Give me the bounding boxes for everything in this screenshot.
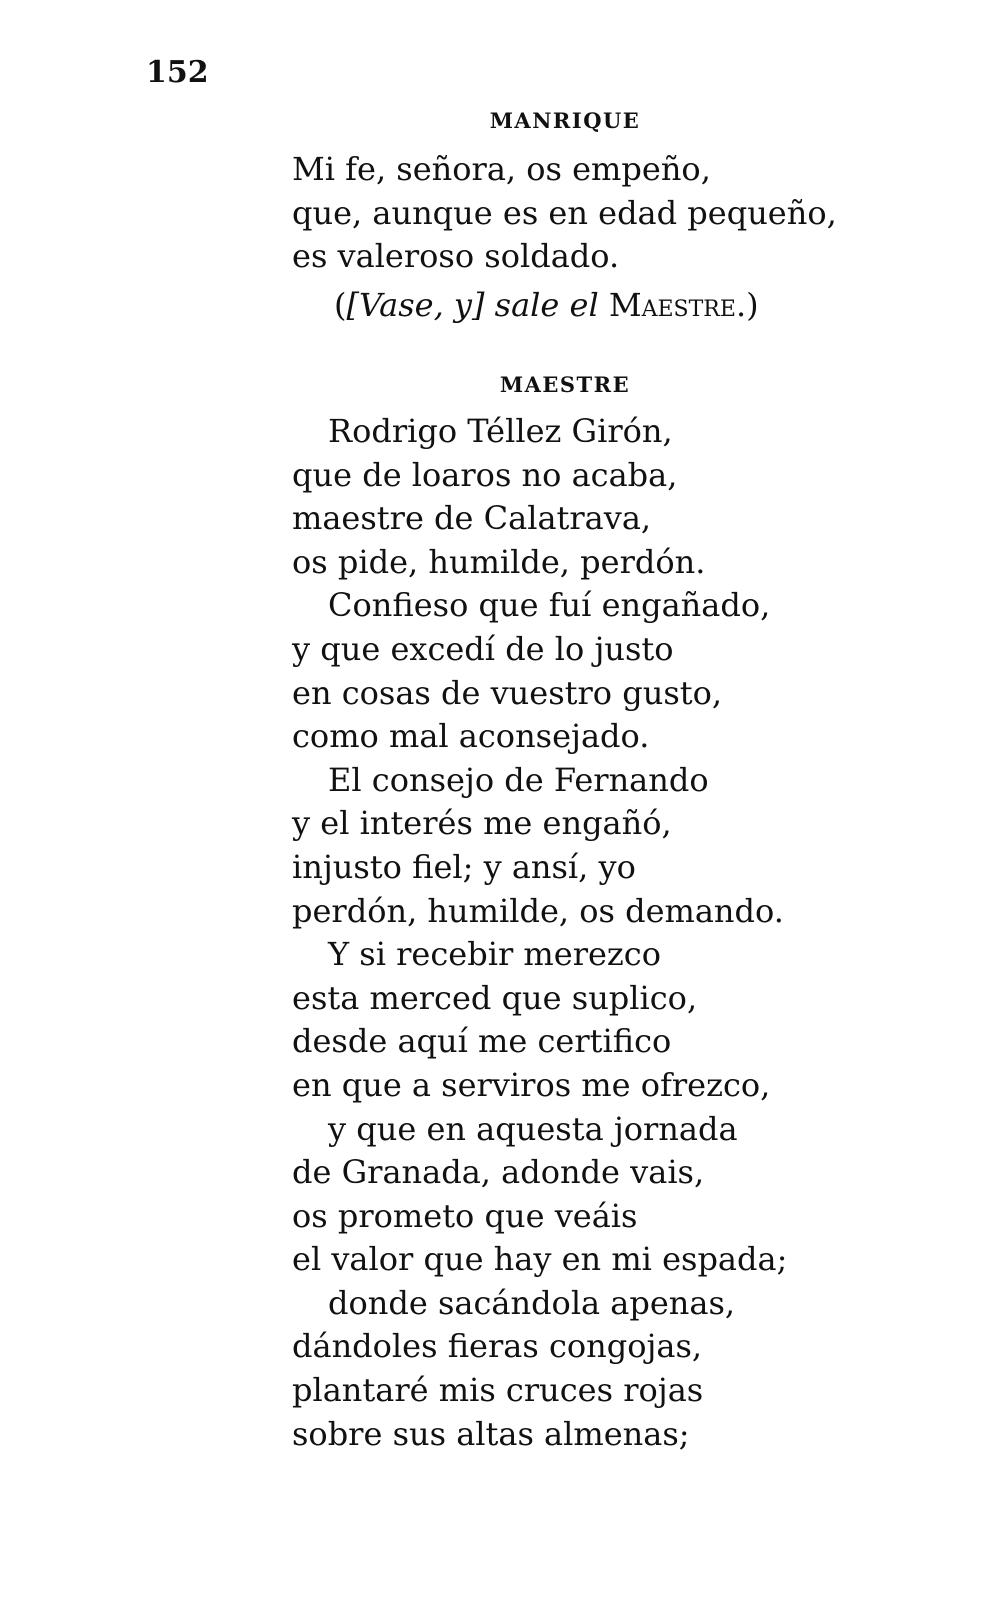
stage-direction [334,286,759,324]
verse-line: esta merced que suplico, [292,978,698,1017]
speaker-name-manrique: MANRIQUE [489,108,641,133]
stage-bracket: [Vase, y] [346,286,485,324]
verse-line: Mi fe, señora, os empeño, [292,150,711,188]
verse-line: en cosas de vuestro gusto, [292,673,723,712]
verse-line: que, aunque es en edad pequeño, [292,193,837,232]
speaker-name-maestre: MAESTRE [499,372,631,397]
verse-line: dándoles fieras congojas, [292,1327,703,1366]
verse-line: donde sacándola apenas, [328,1283,736,1322]
verse-line: en que a serviros me ofrezco, [292,1065,771,1104]
verse-line: desde aquí me certifico [292,1022,672,1061]
stage-action: sale el [484,286,609,324]
verse-line: y que en aquesta jornada [328,1109,738,1148]
verse-line: maestre de Calatrava, [292,499,652,538]
verse-line: Confieso que fuí engañado, [328,586,771,625]
verse-line: el valor que hay en mi espada; [292,1240,788,1279]
stage-close: .) [735,286,759,324]
verse-block-maestre [292,410,992,1456]
verse-line: que de loaros no acaba, [292,455,678,494]
verse-block-manrique [292,148,992,279]
verse-line: perdón, humilde, os demando. [292,891,784,930]
verse-line: os prometo que veáis [292,1196,638,1235]
verse-line: y que excedí de lo justo [292,629,674,668]
verse-line: os pide, humilde, perdón. [292,542,706,581]
verse-line: es valeroso soldado. [292,237,620,276]
verse-line: de Granada, adonde vais, [292,1153,705,1192]
stage-open: ( [334,286,347,324]
stage-character: Maestre [608,286,736,324]
verse-line: como mal aconsejado. [292,717,650,756]
verse-line: plantaré mis cruces rojas [292,1371,704,1410]
verse-line: Y si recebir merezco [328,935,661,974]
verse-line: injusto fiel; y ansí, yo [292,847,636,886]
verse-line: sobre sus altas almenas; [292,1414,690,1453]
page-number: 152 [146,55,209,90]
verse-line: y el interés me engañó, [292,804,672,843]
verse-line: Rodrigo Téllez Girón, [328,412,673,450]
verse-line: El consejo de Fernando [328,760,709,799]
